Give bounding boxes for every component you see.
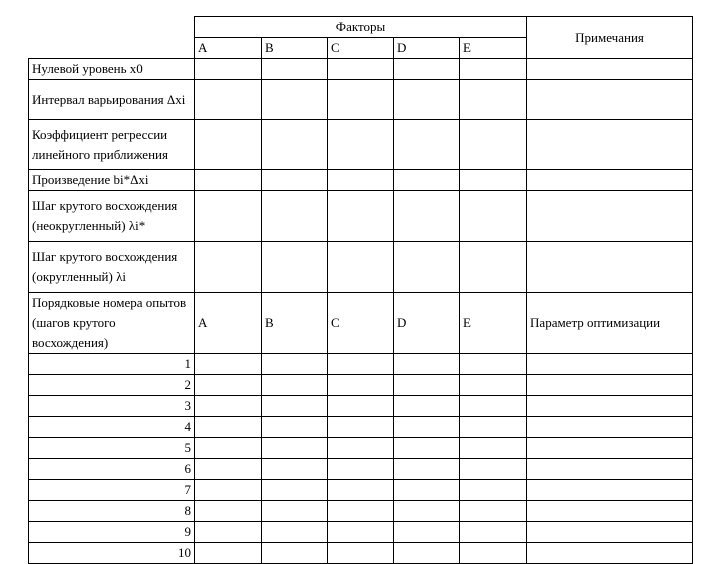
table-row [29, 501, 693, 522]
table-row [29, 459, 693, 480]
cell [460, 80, 527, 120]
exp-number: 10 [29, 543, 195, 564]
cell [195, 438, 262, 459]
cell [262, 501, 328, 522]
cell [262, 480, 328, 501]
cell [262, 459, 328, 480]
cell [460, 191, 527, 242]
cell [460, 438, 527, 459]
cell [527, 459, 693, 480]
cell [394, 59, 460, 80]
exp-factor-c: C [328, 293, 394, 354]
cell [328, 501, 394, 522]
cell [328, 80, 394, 120]
cell [394, 191, 460, 242]
cell [195, 80, 262, 120]
cell [527, 354, 693, 375]
cell [527, 59, 693, 80]
exp-factor-d: D [394, 293, 460, 354]
row-label-step-unrounded: Шаг крутого восхождения (неокругленный) λi* [29, 191, 195, 242]
cell [262, 191, 328, 242]
cell [527, 242, 693, 293]
factor-header-e: E [460, 38, 527, 59]
cell [394, 480, 460, 501]
factor-header-b: B [262, 38, 328, 59]
table-row [29, 375, 693, 396]
cell [394, 242, 460, 293]
exp-number: 8 [29, 501, 195, 522]
row-experiments-header [29, 293, 693, 354]
cell [328, 354, 394, 375]
cell [527, 170, 693, 191]
row-label-step-rounded: Шаг крутого восхождения (округленный) λi [29, 242, 195, 293]
cell [195, 501, 262, 522]
cell [195, 459, 262, 480]
cell [195, 120, 262, 170]
cell [195, 242, 262, 293]
exp-factor-b: B [262, 293, 328, 354]
cell [527, 80, 693, 120]
cell [460, 417, 527, 438]
table-row [29, 480, 693, 501]
cell [394, 396, 460, 417]
cell [328, 242, 394, 293]
cell [328, 191, 394, 242]
table-row [29, 438, 693, 459]
exp-number: 1 [29, 354, 195, 375]
cell [262, 543, 328, 564]
cell [527, 417, 693, 438]
exp-number: 3 [29, 396, 195, 417]
cell [328, 522, 394, 543]
table-row [29, 354, 693, 375]
cell [460, 459, 527, 480]
row-label-product: Произведение bi*Δxi [29, 170, 195, 191]
header-empty-cell [29, 17, 195, 59]
cell [328, 438, 394, 459]
cell [328, 417, 394, 438]
cell [195, 522, 262, 543]
cell [262, 354, 328, 375]
steep-ascent-table [28, 16, 693, 564]
cell [262, 242, 328, 293]
exp-number: 7 [29, 480, 195, 501]
cell [460, 170, 527, 191]
cell [460, 59, 527, 80]
notes-header: Примечания [527, 17, 693, 59]
cell [394, 80, 460, 120]
row-step-rounded [29, 242, 693, 293]
factors-header: Факторы [195, 17, 527, 38]
cell [527, 396, 693, 417]
cell [262, 80, 328, 120]
table-row [29, 543, 693, 564]
header-row-1 [29, 17, 693, 38]
cell [195, 543, 262, 564]
cell [394, 354, 460, 375]
cell [262, 170, 328, 191]
cell [460, 354, 527, 375]
cell [394, 438, 460, 459]
cell [394, 543, 460, 564]
cell [262, 438, 328, 459]
cell [460, 375, 527, 396]
param-label: Параметр оптимизации [527, 293, 693, 354]
row-interval [29, 80, 693, 120]
cell [328, 543, 394, 564]
cell [328, 375, 394, 396]
row-product [29, 170, 693, 191]
cell [328, 170, 394, 191]
cell [328, 120, 394, 170]
cell [394, 375, 460, 396]
cell [262, 522, 328, 543]
cell [328, 480, 394, 501]
cell [394, 459, 460, 480]
cell [262, 417, 328, 438]
exp-number: 9 [29, 522, 195, 543]
row-regression-coef [29, 120, 693, 170]
cell [328, 459, 394, 480]
cell [394, 501, 460, 522]
row-label-zero-level: Нулевой уровень x0 [29, 59, 195, 80]
table-row [29, 396, 693, 417]
cell [195, 396, 262, 417]
cell [394, 170, 460, 191]
cell [460, 522, 527, 543]
factor-header-a: A [195, 38, 262, 59]
cell [195, 354, 262, 375]
cell [195, 59, 262, 80]
cell [460, 543, 527, 564]
cell [328, 396, 394, 417]
row-label-interval: Интервал варьирования Δxi [29, 80, 195, 120]
cell [195, 170, 262, 191]
cell [262, 375, 328, 396]
cell [460, 480, 527, 501]
cell [328, 59, 394, 80]
cell [460, 396, 527, 417]
factor-header-d: D [394, 38, 460, 59]
exp-number: 6 [29, 459, 195, 480]
table-row [29, 522, 693, 543]
cell [460, 120, 527, 170]
cell [527, 375, 693, 396]
cell [195, 417, 262, 438]
exp-factor-a: A [195, 293, 262, 354]
row-zero-level [29, 59, 693, 80]
cell [527, 522, 693, 543]
cell [527, 501, 693, 522]
exp-number: 2 [29, 375, 195, 396]
exp-number: 5 [29, 438, 195, 459]
cell [262, 120, 328, 170]
cell [527, 120, 693, 170]
factor-header-c: C [328, 38, 394, 59]
row-label-experiments: Порядковые номера опытов (шагов крутого восхождения) [29, 293, 195, 354]
exp-number: 4 [29, 417, 195, 438]
cell [527, 191, 693, 242]
exp-factor-e: E [460, 293, 527, 354]
cell [460, 242, 527, 293]
cell [394, 417, 460, 438]
row-step-unrounded [29, 191, 693, 242]
cell [460, 501, 527, 522]
row-label-regression-coef: Коэффициент регрессии линейного приближения [29, 120, 195, 170]
cell [527, 480, 693, 501]
cell [195, 480, 262, 501]
cell [262, 396, 328, 417]
cell [394, 120, 460, 170]
cell [394, 522, 460, 543]
cell [527, 543, 693, 564]
cell [195, 191, 262, 242]
cell [527, 438, 693, 459]
table-row [29, 417, 693, 438]
cell [262, 59, 328, 80]
cell [195, 375, 262, 396]
